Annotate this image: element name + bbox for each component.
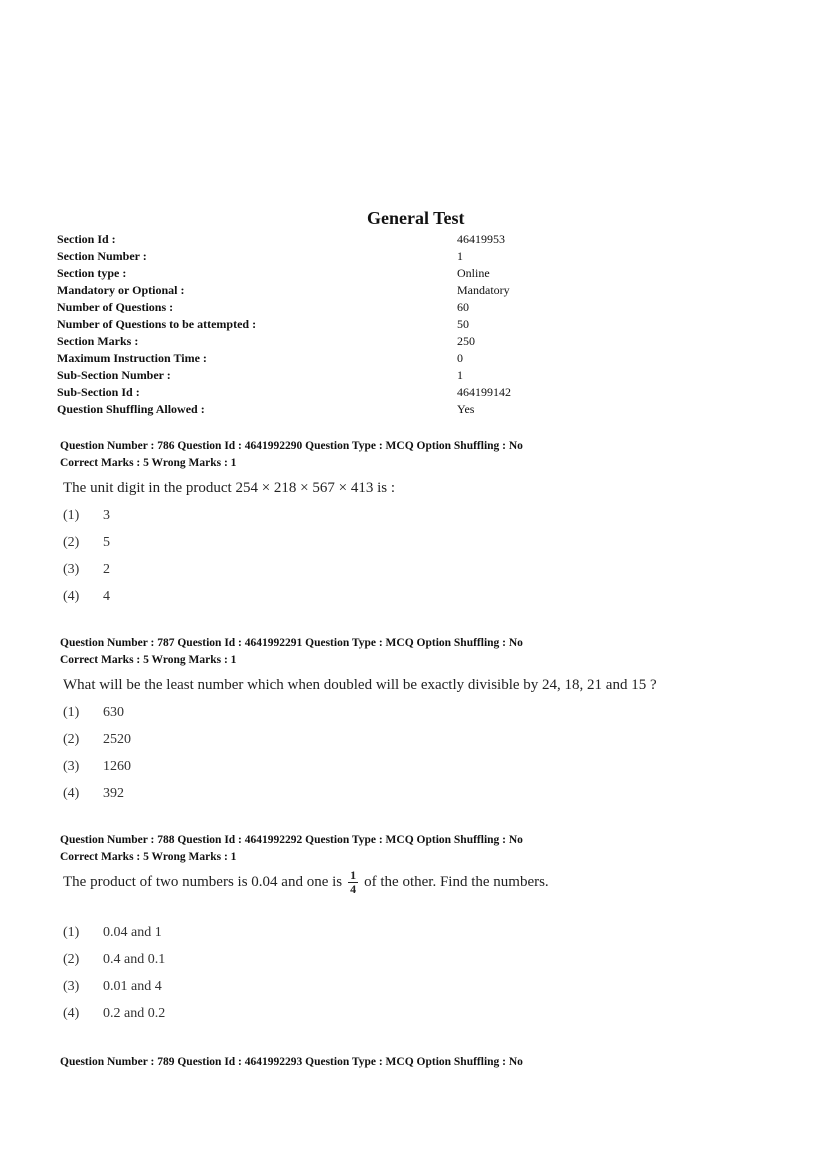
info-label: Section type : — [57, 266, 127, 280]
fraction-denominator: 4 — [350, 882, 357, 896]
option-number: (2) — [63, 952, 80, 967]
info-value: 1 — [457, 368, 463, 382]
info-label: Number of Questions : — [57, 300, 174, 314]
info-label: Number of Questions to be attempted : — [57, 317, 257, 331]
question-stem: The unit digit in the product 254 × 218 × 567 × 413 is : — [63, 480, 396, 496]
option-text: 0.04 and 1 — [103, 925, 162, 940]
option-text: 2520 — [103, 732, 131, 747]
fraction — [348, 869, 358, 896]
option-text: 0.2 and 0.2 — [103, 1006, 166, 1021]
option-number: (1) — [63, 705, 80, 720]
info-value: 60 — [457, 300, 469, 314]
question-header: Question Number : 787 Question Id : 4641992291 Question Type : MCQ Option Shuffling : No — [60, 637, 523, 649]
question-marks: Correct Marks : 5 Wrong Marks : 1 — [60, 851, 237, 863]
fraction-numerator: 1 — [350, 868, 357, 882]
info-label: Sub-Section Number : — [57, 368, 171, 382]
question-stem: What will be the least number which when doubled will be exactly divisible by 24, 18, 21 and 15 ? — [63, 677, 657, 693]
option-text: 0.4 and 0.1 — [103, 952, 166, 967]
info-label: Question Shuffling Allowed : — [57, 402, 205, 416]
info-value: 0 — [457, 351, 463, 365]
info-label: Maximum Instruction Time : — [57, 351, 207, 365]
option-number: (4) — [63, 589, 80, 604]
page-title: General Test — [367, 208, 465, 228]
info-label: Section Id : — [57, 232, 116, 246]
info-value: 50 — [457, 317, 469, 331]
info-value: Yes — [457, 402, 475, 416]
question-stem — [63, 869, 549, 896]
info-value: Mandatory — [457, 283, 510, 297]
option-number: (3) — [63, 759, 80, 774]
info-label: Sub-Section Id : — [57, 385, 140, 399]
option-text: 4 — [103, 589, 110, 604]
option-number: (1) — [63, 925, 80, 940]
question-marks: Correct Marks : 5 Wrong Marks : 1 — [60, 457, 237, 469]
option-number: (2) — [63, 732, 80, 747]
question-header: Question Number : 786 Question Id : 4641992290 Question Type : MCQ Option Shuffling : No — [60, 440, 523, 452]
option-text: 0.01 and 4 — [103, 979, 162, 994]
option-text: 630 — [103, 705, 124, 720]
question-header: Question Number : 788 Question Id : 4641992292 Question Type : MCQ Option Shuffling : No — [60, 834, 523, 846]
info-value: 250 — [457, 334, 475, 348]
option-text: 1260 — [103, 759, 131, 774]
info-value: 1 — [457, 249, 463, 263]
option-number: (2) — [63, 535, 80, 550]
info-value: 46419953 — [457, 232, 505, 246]
option-number: (3) — [63, 562, 80, 577]
question-marks: Correct Marks : 5 Wrong Marks : 1 — [60, 654, 237, 666]
option-number: (4) — [63, 786, 80, 801]
info-label: Section Marks : — [57, 334, 139, 348]
option-text: 392 — [103, 786, 124, 801]
option-text: 2 — [103, 562, 110, 577]
option-number: (4) — [63, 1006, 80, 1021]
option-text: 5 — [103, 535, 110, 550]
question-stem-after: of the other. Find the numbers. — [364, 873, 549, 890]
option-text: 3 — [103, 508, 110, 523]
option-number: (3) — [63, 979, 80, 994]
info-label: Mandatory or Optional : — [57, 283, 185, 297]
option-number: (1) — [63, 508, 80, 523]
info-label: Section Number : — [57, 249, 147, 263]
question-stem-before: The product of two numbers is 0.04 and one is — [63, 873, 343, 890]
info-value: Online — [457, 266, 490, 280]
question-header: Question Number : 789 Question Id : 4641992293 Question Type : MCQ Option Shuffling : No — [60, 1056, 523, 1068]
info-value: 464199142 — [457, 385, 511, 399]
